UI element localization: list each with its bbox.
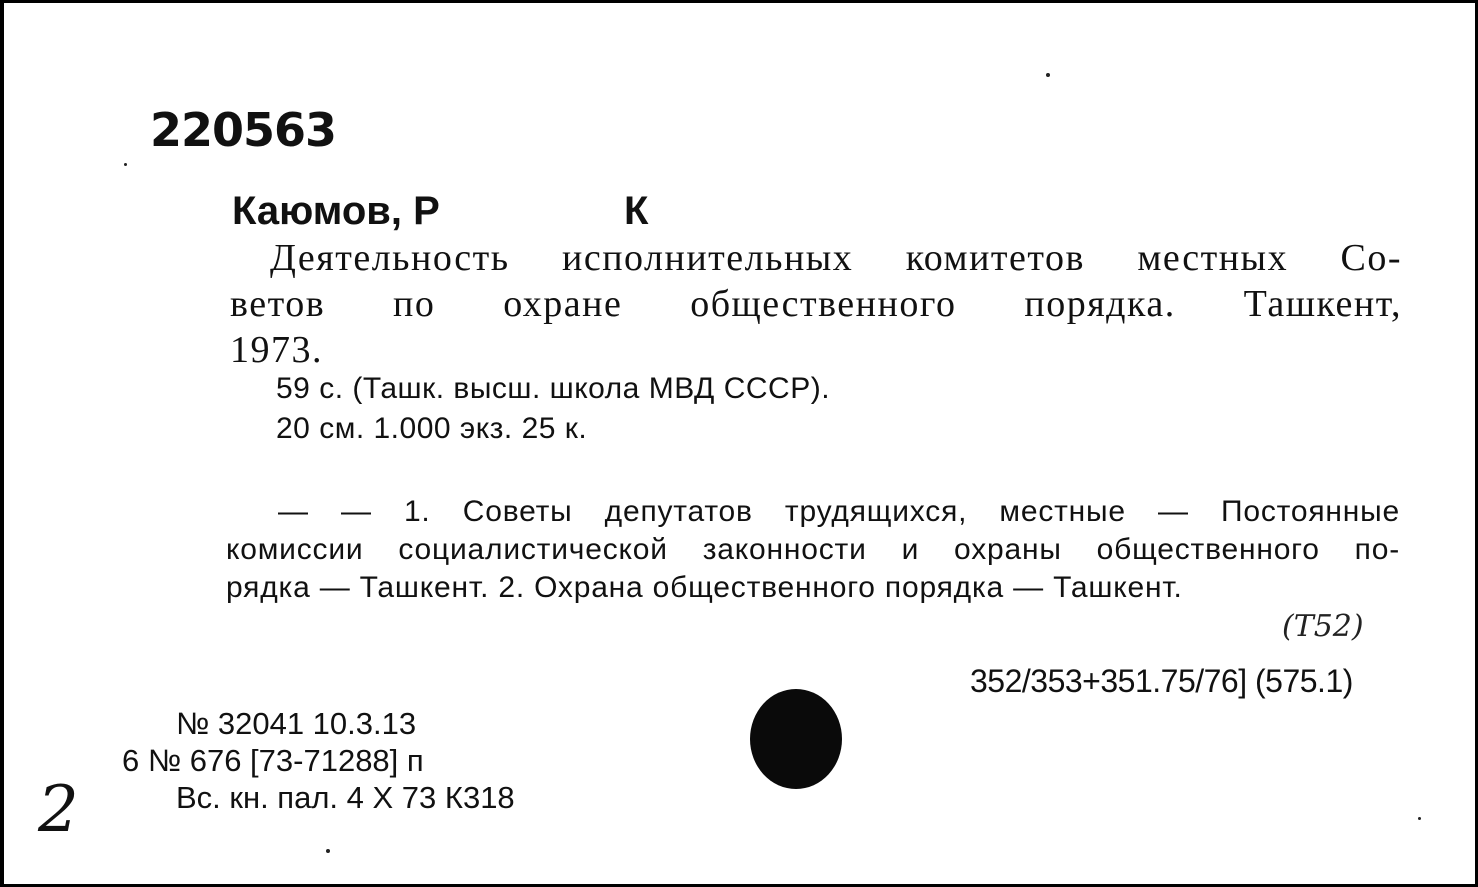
author-initial: К [624, 189, 649, 233]
book-title [230, 235, 1402, 373]
ink-speck [326, 849, 330, 853]
title-line: 1973. [230, 329, 323, 371]
registry-line: Вс. кн. пал. 4 X 73 К318 [176, 780, 515, 815]
ink-speck [124, 163, 127, 166]
imprint [276, 369, 830, 449]
registry-line: 6 № 676 [73-71288] п [122, 743, 424, 778]
registry-info [122, 705, 515, 816]
imprint-line: 59 с. (Ташк. высш. школа МВД СССР). [276, 372, 831, 405]
punch-hole [750, 689, 842, 789]
registry-line: № 32041 10.3.13 [176, 706, 417, 741]
subject-line: рядка — Ташкент. 2. Охрана общественного порядка — Ташкент. [226, 571, 1183, 604]
imprint-line: 20 см. 1.000 экз. 25 к. [276, 412, 588, 445]
title-line: Деятельность исполнительных комитетов местных Со- [270, 237, 1402, 279]
catalog-number: 220563 [150, 103, 337, 157]
author-name: Каюмов, Р [232, 189, 440, 233]
classification-index: 352/353+351.75/76] (575.1) [970, 663, 1353, 699]
ink-speck [1418, 817, 1421, 820]
handwritten-mark: 2 [38, 773, 79, 847]
title-line: ветов по охране общественного порядка. Ташкент, [230, 283, 1402, 325]
ink-speck [1046, 73, 1050, 77]
subject-line: комиссии социалистической законности и охраны общественного по- [226, 533, 1400, 566]
subject-line: — — 1. Советы депутатов трудящихся, местные — Постоянные [278, 495, 1400, 528]
handwritten-code: (Т52) [1282, 609, 1364, 644]
subject-headings [226, 493, 1400, 607]
